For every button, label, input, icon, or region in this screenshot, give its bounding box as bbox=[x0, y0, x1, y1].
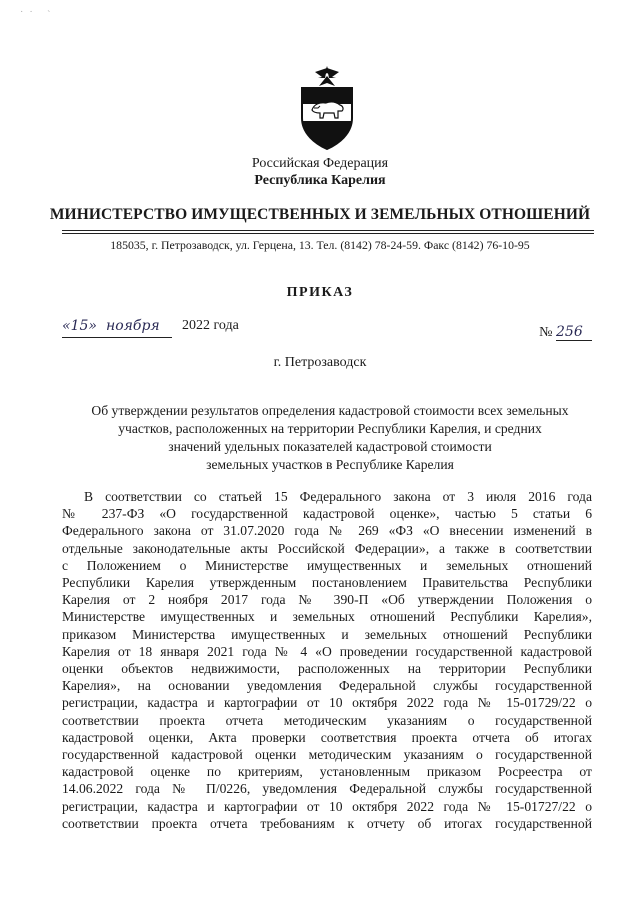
order-body bbox=[62, 488, 592, 832]
body-line: В соответствии со статьей 15 Федерального закона от 3 июля 2016 года bbox=[84, 489, 592, 504]
body-line: Республики Карелия утвержденным постановлением Правительства Республики bbox=[62, 575, 592, 591]
header-divider-bottom bbox=[62, 233, 594, 234]
document-type: ПРИКАЗ bbox=[286, 285, 354, 300]
issue-city: г. Петрозаводск bbox=[273, 355, 367, 370]
date-number-row bbox=[62, 318, 592, 340]
country-name: Российская Федерация bbox=[251, 156, 389, 171]
body-line: соответствии проекта отчета методическим указаниям о государственной bbox=[62, 712, 592, 728]
body-line: кадастровой оценке по критериям, установленным приказом Росреестра от bbox=[62, 764, 592, 780]
order-subject bbox=[70, 402, 590, 474]
body-line: приказом Министерства имущественных и земельных отношений Республики bbox=[62, 626, 592, 642]
body-line: Карелия от 2 ноября 2017 года № 390-П «Об утверждении Положения о bbox=[62, 592, 592, 608]
ministry-address: 185035, г. Петрозаводск, ул. Герцена, 13. Тел. (8142) 78-24-59. Факс (8142) 76-10-95 bbox=[110, 238, 530, 252]
republic-name: Республика Карелия bbox=[254, 173, 386, 188]
date-underline bbox=[62, 337, 172, 338]
ministry-name: МИНИСТЕРСТВО ИМУЩЕСТВЕННЫХ И ЗЕМЕЛЬНЫХ ОТНОШЕНИЙ bbox=[49, 206, 591, 223]
body-line: Федерального закона от 31.07.2020 года № 269 «ФЗ «О внесении изменений в bbox=[62, 523, 592, 539]
body-line: Карелия от 18 января 2021 года № 4 «О проведении государственной кадастровой bbox=[62, 643, 592, 659]
number-label: № bbox=[539, 325, 553, 340]
scan-mark: ˙˙ ˋ bbox=[20, 10, 57, 21]
subject-line: значений удельных показателей кадастровой стоимости bbox=[168, 439, 492, 454]
date-month: ноября bbox=[106, 318, 160, 334]
coat-of-arms-icon bbox=[298, 66, 356, 150]
body-line: № 237-ФЗ «О государственной кадастровой оценке», частью 5 статьи 6 bbox=[62, 506, 592, 522]
subject-line: земельных участков в Республике Карелия bbox=[206, 457, 454, 472]
body-line: кадастровой оценки, Акта проверки соответствия проекта отчета об итогах bbox=[62, 729, 592, 745]
subject-line: участков, расположенных на территории Республики Карелия, и средних bbox=[118, 421, 542, 436]
subject-line: Об утверждении результатов определения кадастровой стоимости всех земельных bbox=[91, 403, 569, 418]
date-day: «15» bbox=[62, 318, 97, 334]
body-line: 14.06.2022 года № П/0226, уведомления Федеральной службы государственной bbox=[62, 781, 592, 797]
number-value: 256 bbox=[556, 324, 592, 341]
header-divider-top bbox=[62, 230, 594, 231]
body-line: государственной кадастровой оценки методическим указаниям о государственной bbox=[62, 747, 592, 763]
date-year: 2022 года bbox=[182, 318, 239, 333]
body-line: оценки объектов недвижимости, расположенных на территории Республики bbox=[62, 661, 592, 677]
body-line: с Положением о Министерстве имущественных и земельных отношений bbox=[62, 557, 592, 573]
body-line: Министерстве имущественных и земельных отношений Республики Карелия», bbox=[62, 609, 592, 625]
body-line: Карелия», на основании уведомления Федеральной службы государственной bbox=[62, 678, 592, 694]
body-line: регистрации, кадастра и картографии от 10 октября 2022 года № 15-01729/22 о bbox=[62, 695, 592, 711]
body-line: отдельные законодательные акты Российской Федерации», а также в соответствии bbox=[62, 540, 592, 556]
order-number bbox=[539, 324, 592, 341]
body-line: соответствии проекта отчета требованиям к отчету об итогах государственной bbox=[62, 815, 592, 831]
body-line: регистрации, кадастра и картографии от 10 октября 2022 года № 15-01727/22 о bbox=[62, 798, 592, 814]
